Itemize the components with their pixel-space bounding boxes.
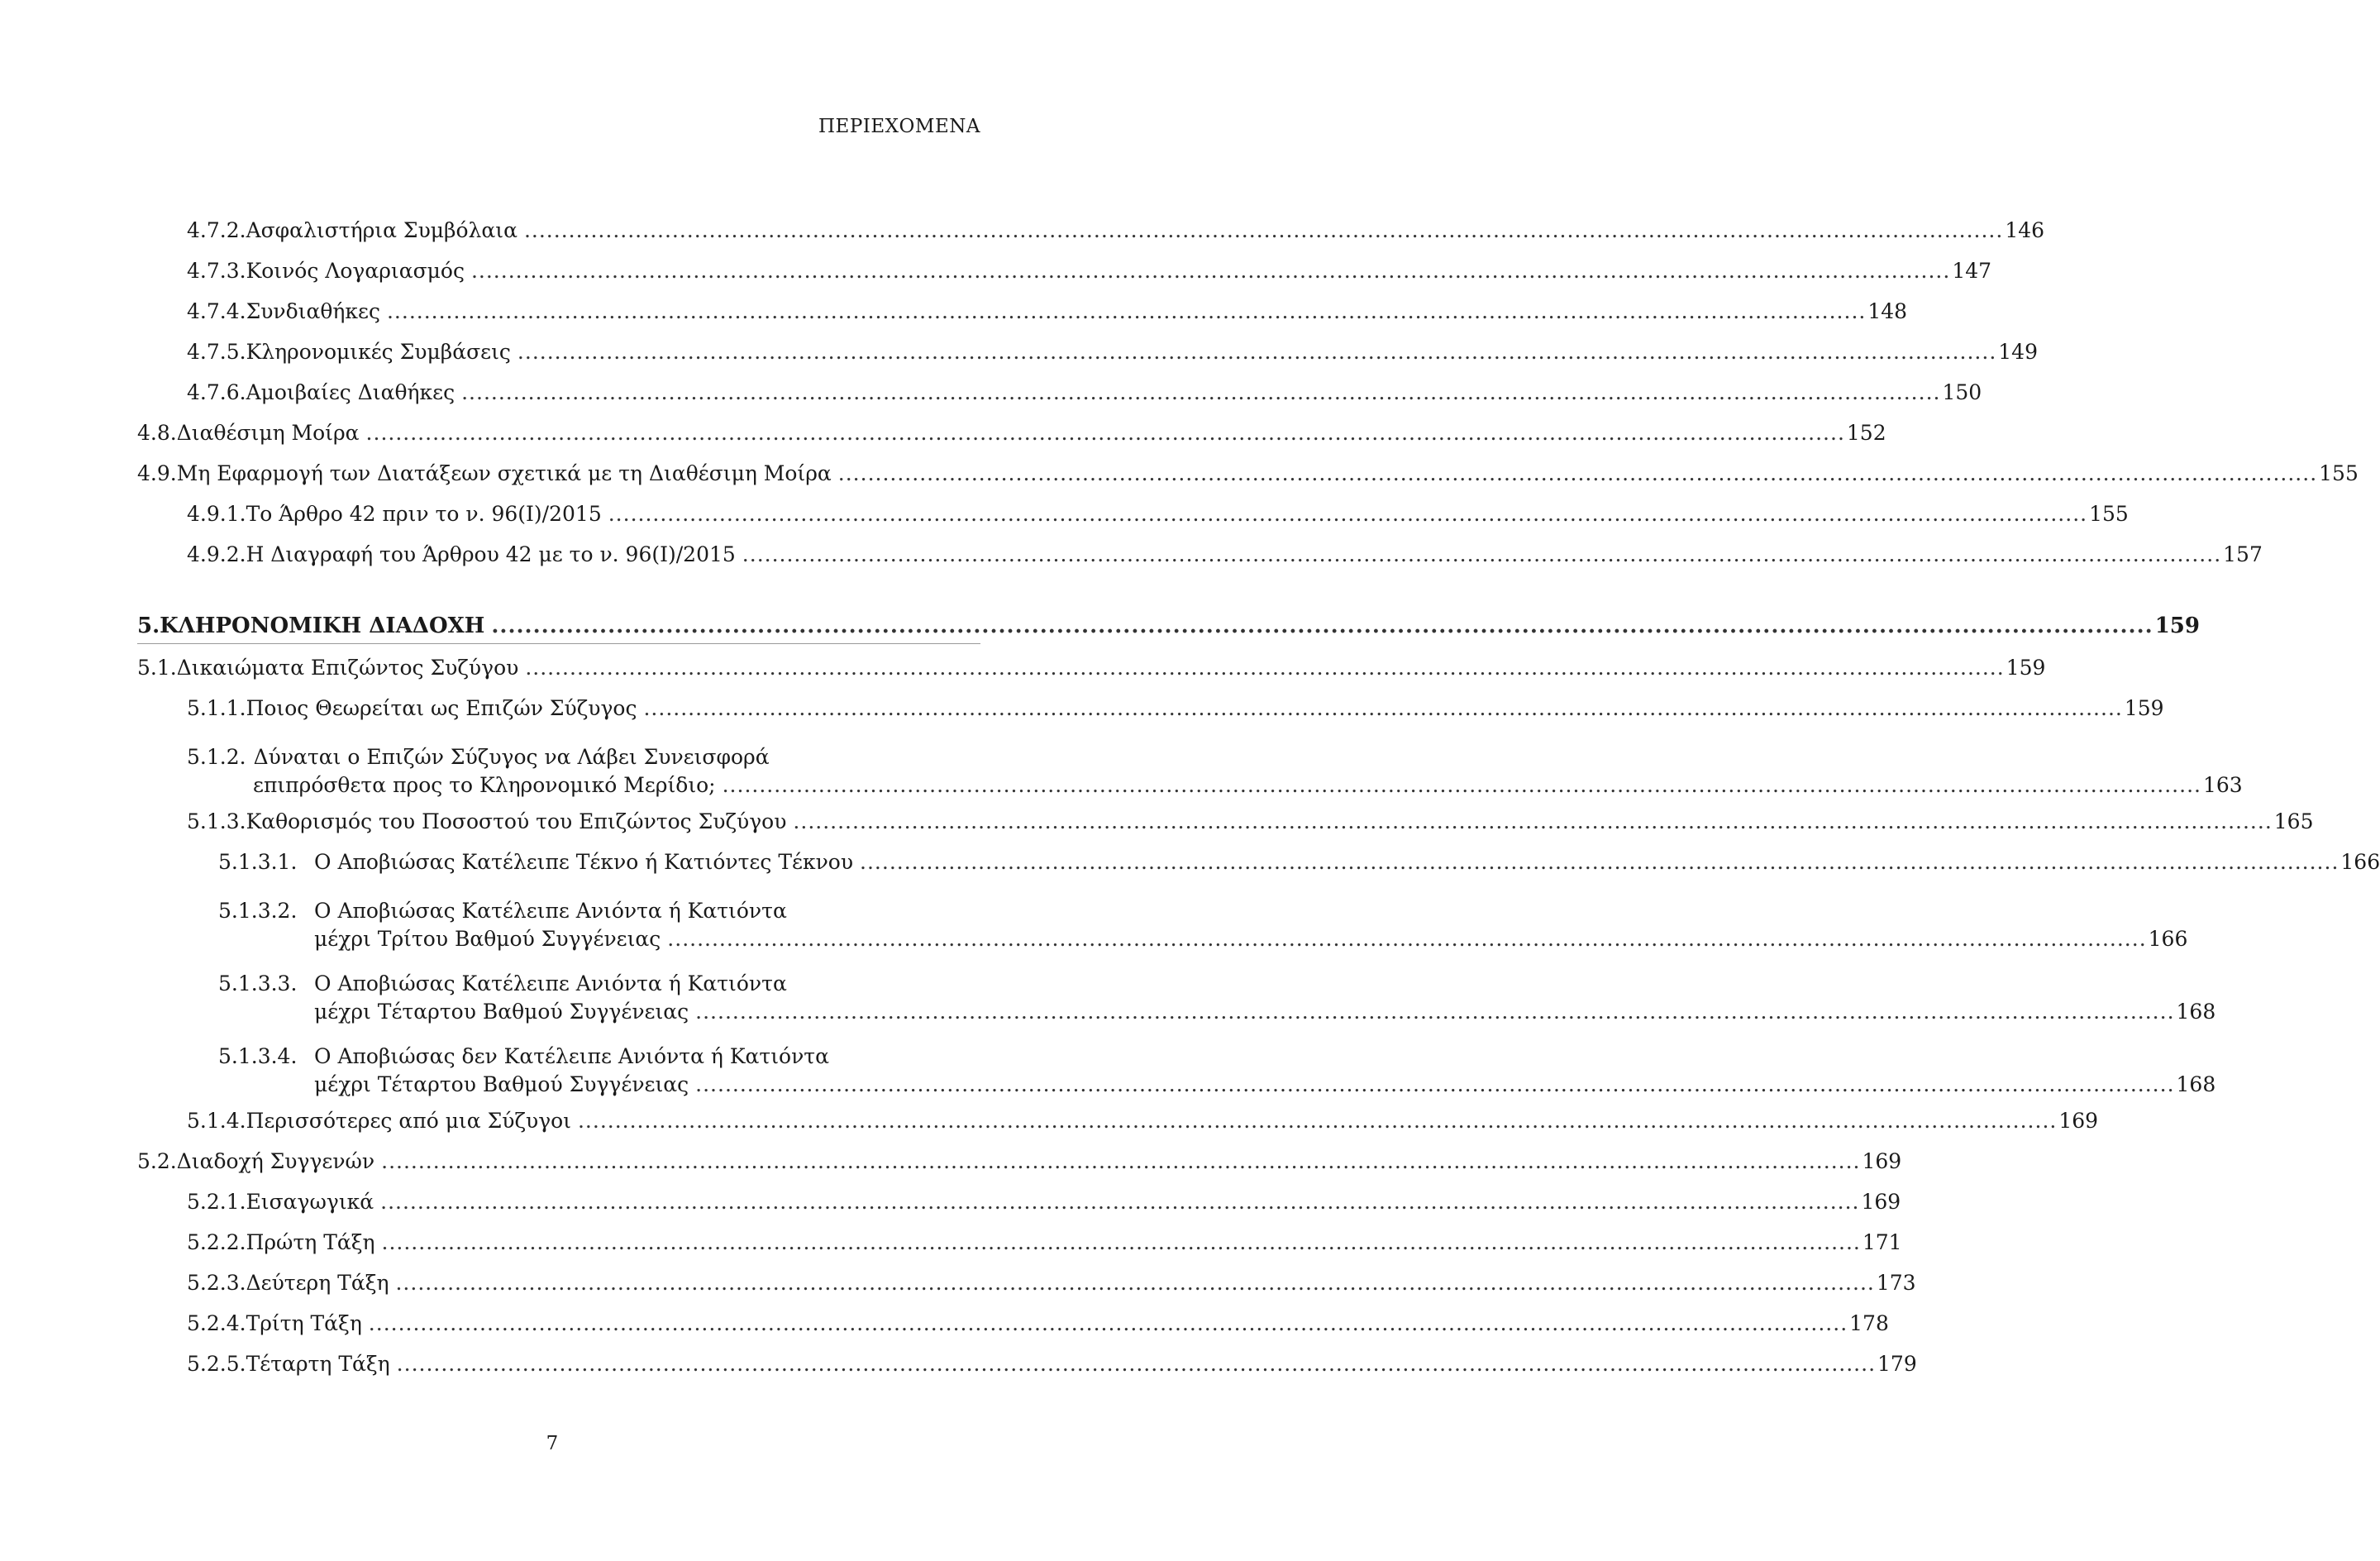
toc-entry-number: 5.1.3. [187,809,246,833]
toc-entry-number: 5.1.3.3. [218,971,298,995]
dot-leader [525,654,2004,682]
toc-entry-page: 169 [2058,1109,2099,1133]
dot-leader [517,338,1996,366]
toc-entry-page: 155 [2319,461,2359,485]
toc-entry-4-7-6[interactable] [137,379,1982,407]
toc-entry-title: Η Διαγραφή του Άρθρου 42 με το ν. 96(Ι)/2015 [246,542,736,566]
dot-leader [380,1188,1859,1216]
toc-entry-page: 152 [1846,421,1886,445]
dot-leader [471,257,1950,285]
toc-entry-page: 171 [1862,1230,1902,1254]
toc-entry-4-8[interactable] [137,419,1886,447]
dot-leader [578,1107,2057,1135]
toc-entry-number: 5.2.3. [187,1271,246,1295]
toc-entry-title: Κληρονομικές Συμβάσεις [246,340,511,364]
toc-entry-number: 5.2.5. [187,1352,246,1376]
toc-entry-4-9-1[interactable] [137,500,2129,528]
dot-leader [366,419,1845,447]
toc-entry-number: 4.7.3. [187,259,246,283]
toc-entry-page: 165 [2273,809,2314,833]
toc-entry-4-7-4[interactable] [137,298,1908,326]
running-header: ΠΕΡΙΕΧΟΜΕΝΑ [818,116,980,137]
toc-entry-title: Δεύτερη Τάξη [246,1271,389,1295]
toc-entry-title: Μη Εφαρμογή των Διατάξεων σχετικά με τη Διαθέσιμη Μοίρα [176,461,832,485]
toc-entry-5-1-3[interactable] [137,808,2314,836]
toc-entry-number: 4.7.2. [187,218,246,242]
toc-entry-4-9[interactable] [137,460,2359,488]
toc-entry-5-1-4[interactable] [137,1107,2099,1135]
table-of-contents [137,217,2380,1391]
toc-entry-5-1-3-2[interactable] [137,889,2188,953]
toc-entry-page: 148 [1867,299,1908,323]
toc-entry-number: 5.1.3.2. [218,899,298,923]
toc-entry-4-9-2[interactable] [137,541,2263,569]
toc-entry-title: Δύναται ο Επιζών Σύζυγος να Λάβει Συνεισφορά [253,745,770,769]
toc-entry-title: Καθορισμός του Ποσοστού του Επιζώντος Συζύγου [246,809,787,833]
toc-entry-5-1-2[interactable] [137,735,2243,800]
dot-leader [397,1350,1876,1378]
toc-entry-page: 155 [2089,502,2129,526]
toc-entry-page: 169 [1861,1190,1901,1214]
toc-entry-5-2-2[interactable] [137,1229,1902,1257]
dot-leader [723,771,2201,800]
toc-entry-title: Ποιος Θεωρείται ως Επιζών Σύζυγος [246,696,637,720]
toc-entry-number: 5.1.3.4. [218,1044,298,1068]
toc-entry-title: Ο Αποβιώσας Κατέλειπε Τέκνο ή Κατιόντες Τέκνου [314,850,854,874]
toc-entry-title: Συνδιαθήκες [246,299,380,323]
dot-leader [524,217,2003,245]
toc-entry-4-7-5[interactable] [137,338,2038,366]
toc-entry-page: 178 [1849,1311,1889,1335]
toc-entry-5-2-4[interactable] [137,1310,1889,1338]
toc-entry-title: Κοινός Λογαριασμός [246,259,465,283]
toc-entry-number: 5.1.1. [187,696,246,720]
toc-entry-5-1-1[interactable] [137,695,2164,723]
toc-entry-title: Το Άρθρο 42 πριν το ν. 96(Ι)/2015 [246,502,602,526]
page-number: 7 [546,1433,559,1454]
toc-entry-page: 159 [2154,613,2200,638]
dot-leader [838,460,2317,488]
toc-entry-number: 4.9.1. [187,502,246,526]
toc-entry-title: Διαθέσιμη Μοίρα [176,421,360,445]
dot-leader [382,1229,1861,1257]
dot-leader [742,541,2221,569]
toc-entry-4-7-2[interactable] [137,217,2045,245]
toc-entry-number: 5.2. [137,1149,177,1173]
toc-entry-number: 5. [137,613,160,638]
toc-entry-page: 149 [1998,340,2038,364]
dot-leader [860,848,2339,876]
toc-entry-page: 163 [2202,773,2243,797]
toc-entry-number: 4.7.5. [187,340,246,364]
toc-entry-number: 4.8. [137,421,177,445]
toc-entry-page: 169 [1862,1149,1902,1173]
toc-entry-page: 147 [1952,259,1992,283]
toc-entry-number: 5.2.4. [187,1311,246,1335]
dot-leader [381,1148,1860,1176]
toc-entry-number: 4.7.4. [187,299,246,323]
toc-entry-page: 168 [2176,1072,2216,1096]
toc-entry-5-1-3-4[interactable] [137,1034,2216,1099]
toc-entry-title: Δικαιώματα Επιζώντος Συζύγου [176,656,519,680]
toc-entry-number: 5.1.2. [187,745,246,769]
toc-entry-page: 166 [2148,927,2188,951]
toc-entry-number: 4.9. [137,461,177,485]
dot-leader [491,612,2153,640]
toc-entry-number: 5.2.1. [187,1190,246,1214]
dot-leader [395,1269,1874,1297]
toc-entry-title: Αμοιβαίες Διαθήκες [246,380,455,404]
toc-entry-5-1[interactable] [137,654,2046,682]
dot-leader [695,998,2174,1026]
toc-entry-title: Ο Αποβιώσας Κατέλειπε Ανιόντα ή Κατιόντα [314,899,787,923]
toc-entry-title: ΚΛΗΡΟΝΟΜΙΚΗ ΔΙΑΔΟΧΗ [160,613,485,638]
dot-leader [387,298,1866,326]
toc-entry-5-2-3[interactable] [137,1269,1916,1297]
toc-entry-page: 179 [1877,1352,1917,1376]
toc-entry-title-continued: μέχρι Τρίτου Βαθμού Συγγένειας [314,927,661,951]
dot-leader [667,925,2146,953]
toc-entry-number: 4.7.6. [187,380,246,404]
toc-chapter-5[interactable] [137,612,2200,644]
toc-entry-title-continued: μέχρι Τέταρτου Βαθμού Συγγένειας [314,1000,689,1024]
toc-entry-5-2-1[interactable] [137,1188,1901,1216]
toc-entry-title: Πρώτη Τάξη [246,1230,375,1254]
toc-entry-title: Τέταρτη Τάξη [246,1352,390,1376]
toc-entry-5-2-5[interactable] [137,1350,1917,1378]
toc-entry-title: Ο Αποβιώσας Κατέλειπε Ανιόντα ή Κατιόντα [314,971,787,995]
toc-entry-title: Περισσότερες από μια Σύζυγοι [246,1109,571,1133]
toc-entry-title: Ο Αποβιώσας δεν Κατέλειπε Ανιόντα ή Κατιόντα [314,1044,829,1068]
toc-entry-page: 168 [2176,1000,2216,1024]
dot-leader [608,500,2087,528]
dot-leader [695,1071,2174,1099]
toc-entry-page: 159 [2006,656,2046,680]
toc-entry-page: 146 [2005,218,2045,242]
dot-leader [643,695,2122,723]
toc-entry-5-1-3-3[interactable] [137,962,2216,1026]
toc-entry-4-7-3[interactable] [137,257,1992,285]
toc-entry-number: 5.1. [137,656,177,680]
toc-entry-title-continued: μέχρι Τέταρτου Βαθμού Συγγένειας [314,1072,689,1096]
toc-entry-number: 4.9.2. [187,542,246,566]
toc-entry-title: Διαδοχή Συγγενών [176,1149,375,1173]
toc-entry-page: 166 [2340,850,2380,874]
toc-entry-number: 5.1.4. [187,1109,246,1133]
toc-entry-5-2[interactable] [137,1148,1902,1176]
dot-leader [461,379,1940,407]
toc-entry-page: 150 [1942,380,1982,404]
toc-entry-page: 173 [1876,1271,1916,1295]
toc-entry-page: 159 [2124,696,2164,720]
toc-entry-title: Τρίτη Τάξη [246,1311,362,1335]
toc-entry-number: 5.2.2. [187,1230,246,1254]
toc-entry-5-1-3-1[interactable] [137,848,2380,876]
toc-entry-page: 157 [2223,542,2263,566]
dot-leader [369,1310,1848,1338]
dot-leader [793,808,2272,836]
toc-entry-number: 5.1.3.1. [218,850,298,874]
toc-entry-title: Ασφαλιστήρια Συμβόλαια [246,218,517,242]
toc-entry-title-continued: επιπρόσθετα προς το Κληρονομικό Μερίδιο; [253,773,716,797]
toc-entry-title: Εισαγωγικά [246,1190,374,1214]
